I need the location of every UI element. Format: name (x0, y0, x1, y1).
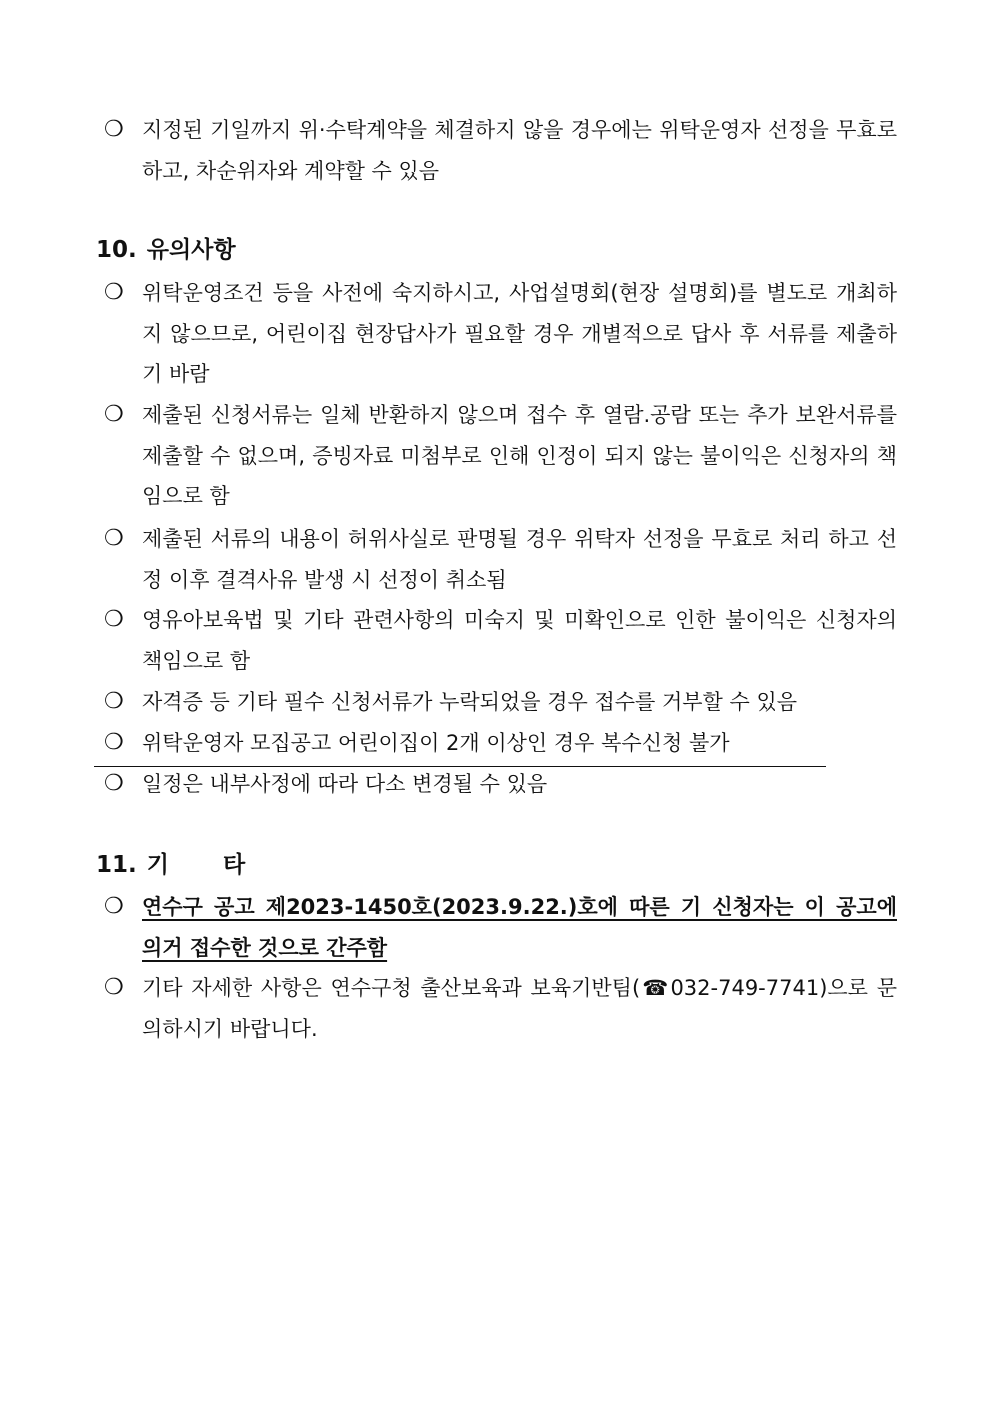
section-heading (96, 845, 299, 885)
list-item-text: 지정된 기일까지 위·수탁계약을 체결하지 않을 경우에는 위탁운영자 선정을 무효로 하고, 차순위자와 계약할 수 있음 (142, 118, 897, 183)
list-item-text: 자격증 등 기타 필수 신청서류가 누락되었을 경우 접수를 거부할 수 있음 (142, 690, 798, 714)
list-item-text: 기타 자세한 사항은 연수구청 출산보육과 보육기반팀(☎032-749-7741)으로 문의하시기 바랍니다. (142, 976, 897, 1041)
list-item-text: 영유아보육법 및 기타 관련사항의 미숙지 및 미확인으로 인한 불이익은 신청자의 책임으로 함 (142, 608, 897, 673)
section-title: 유의사항 (146, 237, 236, 263)
list-item (104, 600, 897, 681)
bullet-circle-icon: ❍ (104, 402, 124, 427)
list-item (104, 764, 897, 805)
bullet-circle-icon: ❍ (104, 607, 124, 632)
list-item-text: 제출된 신청서류는 일체 반환하지 않으며 접수 후 열람.공람 또는 추가 보완서류를 제출할 수 없으며, 증빙자료 미첨부로 인해 인정이 되지 않는 불이익은 신청자의 책임으로 함 (142, 403, 897, 508)
bullet-circle-icon: ❍ (104, 771, 124, 796)
list-item (104, 887, 897, 968)
list-item (104, 968, 897, 1049)
list-item (104, 723, 897, 764)
bullet-circle-icon: ❍ (104, 280, 124, 305)
list-item-text: 연수구 공고 제2023-1450호(2023.9.22.)호에 따른 기 신청자는 이 공고에 의거 접수한 것으로 간주함 (142, 895, 897, 960)
list-item-text: 일정은 내부사정에 따라 다소 변경될 수 있음 (142, 772, 548, 796)
list-item (104, 682, 897, 723)
list-item (104, 273, 897, 395)
bullet-circle-icon: ❍ (104, 975, 124, 1000)
list-item (104, 110, 897, 191)
bullet-circle-icon: ❍ (104, 117, 124, 142)
list-item-text: 위탁운영자 모집공고 어린이집이 2개 이상인 경우 복수신청 불가 (142, 731, 730, 755)
section-title: 기타 (146, 852, 300, 878)
section-number: 10. (96, 237, 137, 263)
section-number: 11. (96, 852, 137, 878)
list-item-text: 위탁운영조건 등을 사전에 숙지하시고, 사업설명회(현장 설명회)를 별도로 개최하지 않으므로, 어린이집 현장답사가 필요할 경우 개별적으로 답사 후 서류를 제출하기 바람 (142, 281, 897, 386)
bullet-circle-icon: ❍ (104, 730, 124, 755)
section-heading (96, 230, 236, 270)
bullet-circle-icon: ❍ (104, 894, 124, 919)
list-item (104, 519, 897, 600)
list-item (104, 395, 897, 517)
bullet-circle-icon: ❍ (104, 526, 124, 551)
list-item-text: 제출된 서류의 내용이 허위사실로 판명될 경우 위탁자 선정을 무효로 처리 하고 선정 이후 결격사유 발생 시 선정이 취소됨 (142, 527, 897, 592)
bullet-circle-icon: ❍ (104, 689, 124, 714)
